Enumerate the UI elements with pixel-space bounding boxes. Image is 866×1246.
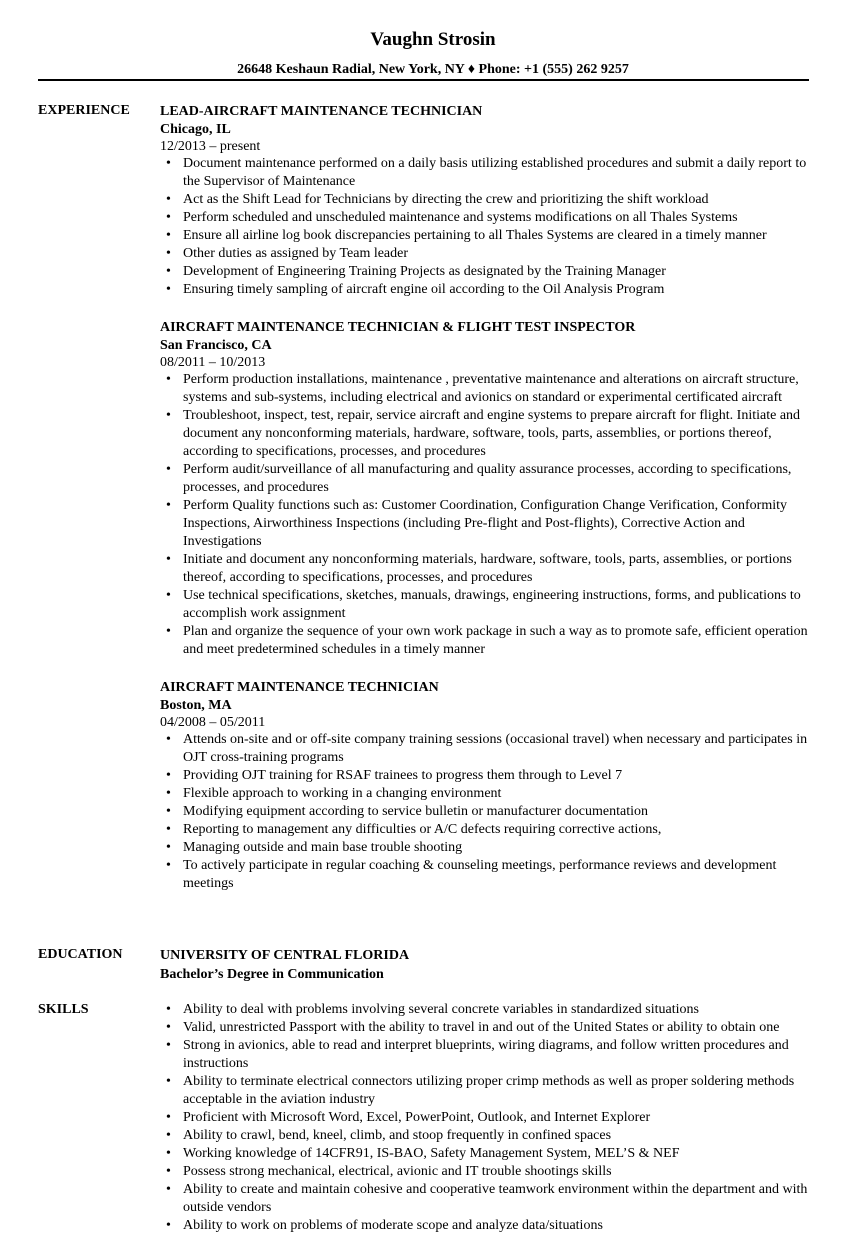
- bullet-item: • Flexible approach to working in a changing environment: [160, 785, 820, 803]
- job-entry: [160, 678, 820, 893]
- school-name: UNIVERSITY OF CENTRAL FLORIDA: [160, 948, 410, 963]
- job-location: Boston, MA: [160, 698, 232, 713]
- bullet-item: • Development of Engineering Training Projects as designated by the Training Manager: [160, 263, 820, 281]
- job-title: AIRCRAFT MAINTENANCE TECHNICIAN & FLIGHT TEST INSPECTOR: [160, 320, 636, 335]
- header-divider: [38, 79, 809, 81]
- skills-list: [160, 1001, 820, 1235]
- candidate-name: Vaughn Strosin: [370, 29, 496, 50]
- contact-line: 26648 Keshaun Radial, New York, NY ♦ Phone: +1 (555) 262 9257: [237, 62, 629, 77]
- bullet-item: • Perform production installations, maintenance , preventative maintenance and alterations on aircraft structure, systems and sub-systems, including electrical and avionics on standard or experimental certificated aircraft: [160, 371, 820, 407]
- bullet-item: • To actively participate in regular coaching & counseling meetings, performance reviews and development meetings: [160, 857, 820, 893]
- skill-item: • Possess strong mechanical, electrical, avionic and IT trouble shootings skills: [160, 1163, 820, 1181]
- education-body: [160, 946, 820, 985]
- job-entry: [160, 318, 820, 659]
- job-title: LEAD-AIRCRAFT MAINTENANCE TECHNICIAN: [160, 104, 483, 119]
- job-entry: [160, 102, 820, 299]
- bullet-item: • Troubleshoot, inspect, test, repair, service aircraft and engine systems to prepare aircraft for flight. Initiate and document any nonconforming materials, hardware, software, tools, parts, assemblies, or portions thereof, according to specifications, processes, and procedures: [160, 407, 820, 461]
- degree: Bachelor’s Degree in Communication: [160, 967, 384, 982]
- section-label-experience: EXPERIENCE: [38, 103, 130, 118]
- job-dates: 04/2008 – 05/2011: [160, 715, 266, 730]
- skill-item: • Ability to terminate electrical connectors utilizing proper crimp methods as well as proper soldering methods acceptable in the aviation industry: [160, 1073, 820, 1109]
- skill-item: • Proficient with Microsoft Word, Excel, PowerPoint, Outlook, and Internet Explorer: [160, 1109, 820, 1127]
- skills-body: [160, 1001, 820, 1235]
- skill-item: • Strong in avionics, able to read and interpret blueprints, wiring diagrams, and follow written procedures and instructions: [160, 1037, 820, 1073]
- job-bullets: [160, 731, 820, 893]
- job-bullets: [160, 155, 820, 299]
- skill-item: • Ability to work on problems of moderate scope and analyze data/situations: [160, 1217, 820, 1235]
- experience-body: [160, 102, 820, 912]
- skill-item: • Ability to create and maintain cohesive and cooperative teamwork environment within the department and with outside vendors: [160, 1181, 820, 1217]
- bullet-item: • Ensure all airline log book discrepancies pertaining to all Thales Systems are cleared in a timely manner: [160, 227, 820, 245]
- section-label-skills: SKILLS: [38, 1002, 89, 1017]
- skill-item: • Valid, unrestricted Passport with the ability to travel in and out of the United States or ability to obtain one: [160, 1019, 820, 1037]
- bullet-item: • Modifying equipment according to service bulletin or manufacturer documentation: [160, 803, 820, 821]
- bullet-item: • Plan and organize the sequence of your own work package in such a way as to promote safe, efficient operation and meet predetermined schedules in a timely manner: [160, 623, 820, 659]
- bullet-item: • Use technical specifications, sketches, manuals, drawings, engineering instructions, forms, and publications to accomplish work assignment: [160, 587, 820, 623]
- section-label-education: EDUCATION: [38, 947, 123, 962]
- job-location: San Francisco, CA: [160, 338, 272, 353]
- job-dates: 08/2011 – 10/2013: [160, 355, 266, 370]
- skill-item: • Ability to crawl, bend, kneel, climb, and stoop frequently in confined spaces: [160, 1127, 820, 1145]
- bullet-item: • Document maintenance performed on a daily basis utilizing established procedures and submit a daily report to the Supervisor of Maintenance: [160, 155, 820, 191]
- bullet-item: • Perform audit/surveillance of all manufacturing and quality assurance processes, according to specifications, processes, and procedures: [160, 461, 820, 497]
- job-title: AIRCRAFT MAINTENANCE TECHNICIAN: [160, 680, 439, 695]
- bullet-item: • Ensuring timely sampling of aircraft engine oil according to the Oil Analysis Program: [160, 281, 820, 299]
- bullet-item: • Other duties as assigned by Team leader: [160, 245, 820, 263]
- bullet-item: • Perform Quality functions such as: Customer Coordination, Configuration Change Verification, Conformity Inspections, Airworthiness Inspections (including Pre-flight and Post-flights), Corrective Action and Investigations: [160, 497, 820, 551]
- bullet-item: • Perform scheduled and unscheduled maintenance and systems modifications on all Thales Systems: [160, 209, 820, 227]
- bullet-item: • Attends on-site and or off-site company training sessions (occasional travel) when necessary and participates in OJT cross-training programs: [160, 731, 820, 767]
- skill-item: • Working knowledge of 14CFR91, IS-BAO, Safety Management System, MEL’S & NEF: [160, 1145, 820, 1163]
- bullet-item: • Reporting to management any difficulties or A/C defects requiring corrective actions,: [160, 821, 820, 839]
- bullet-item: • Initiate and document any nonconforming materials, hardware, software, tools, parts, assemblies, or portions thereof, according to specifications, processes, and procedures: [160, 551, 820, 587]
- skill-item: • Ability to deal with problems involving several concrete variables in standardized situations: [160, 1001, 820, 1019]
- bullet-item: • Managing outside and main base trouble shooting: [160, 839, 820, 857]
- bullet-item: • Providing OJT training for RSAF trainees to progress them through to Level 7: [160, 767, 820, 785]
- bullet-item: • Act as the Shift Lead for Technicians by directing the crew and prioritizing the shift workload: [160, 191, 820, 209]
- job-bullets: [160, 371, 820, 659]
- job-dates: 12/2013 – present: [160, 139, 261, 154]
- job-location: Chicago, IL: [160, 122, 231, 137]
